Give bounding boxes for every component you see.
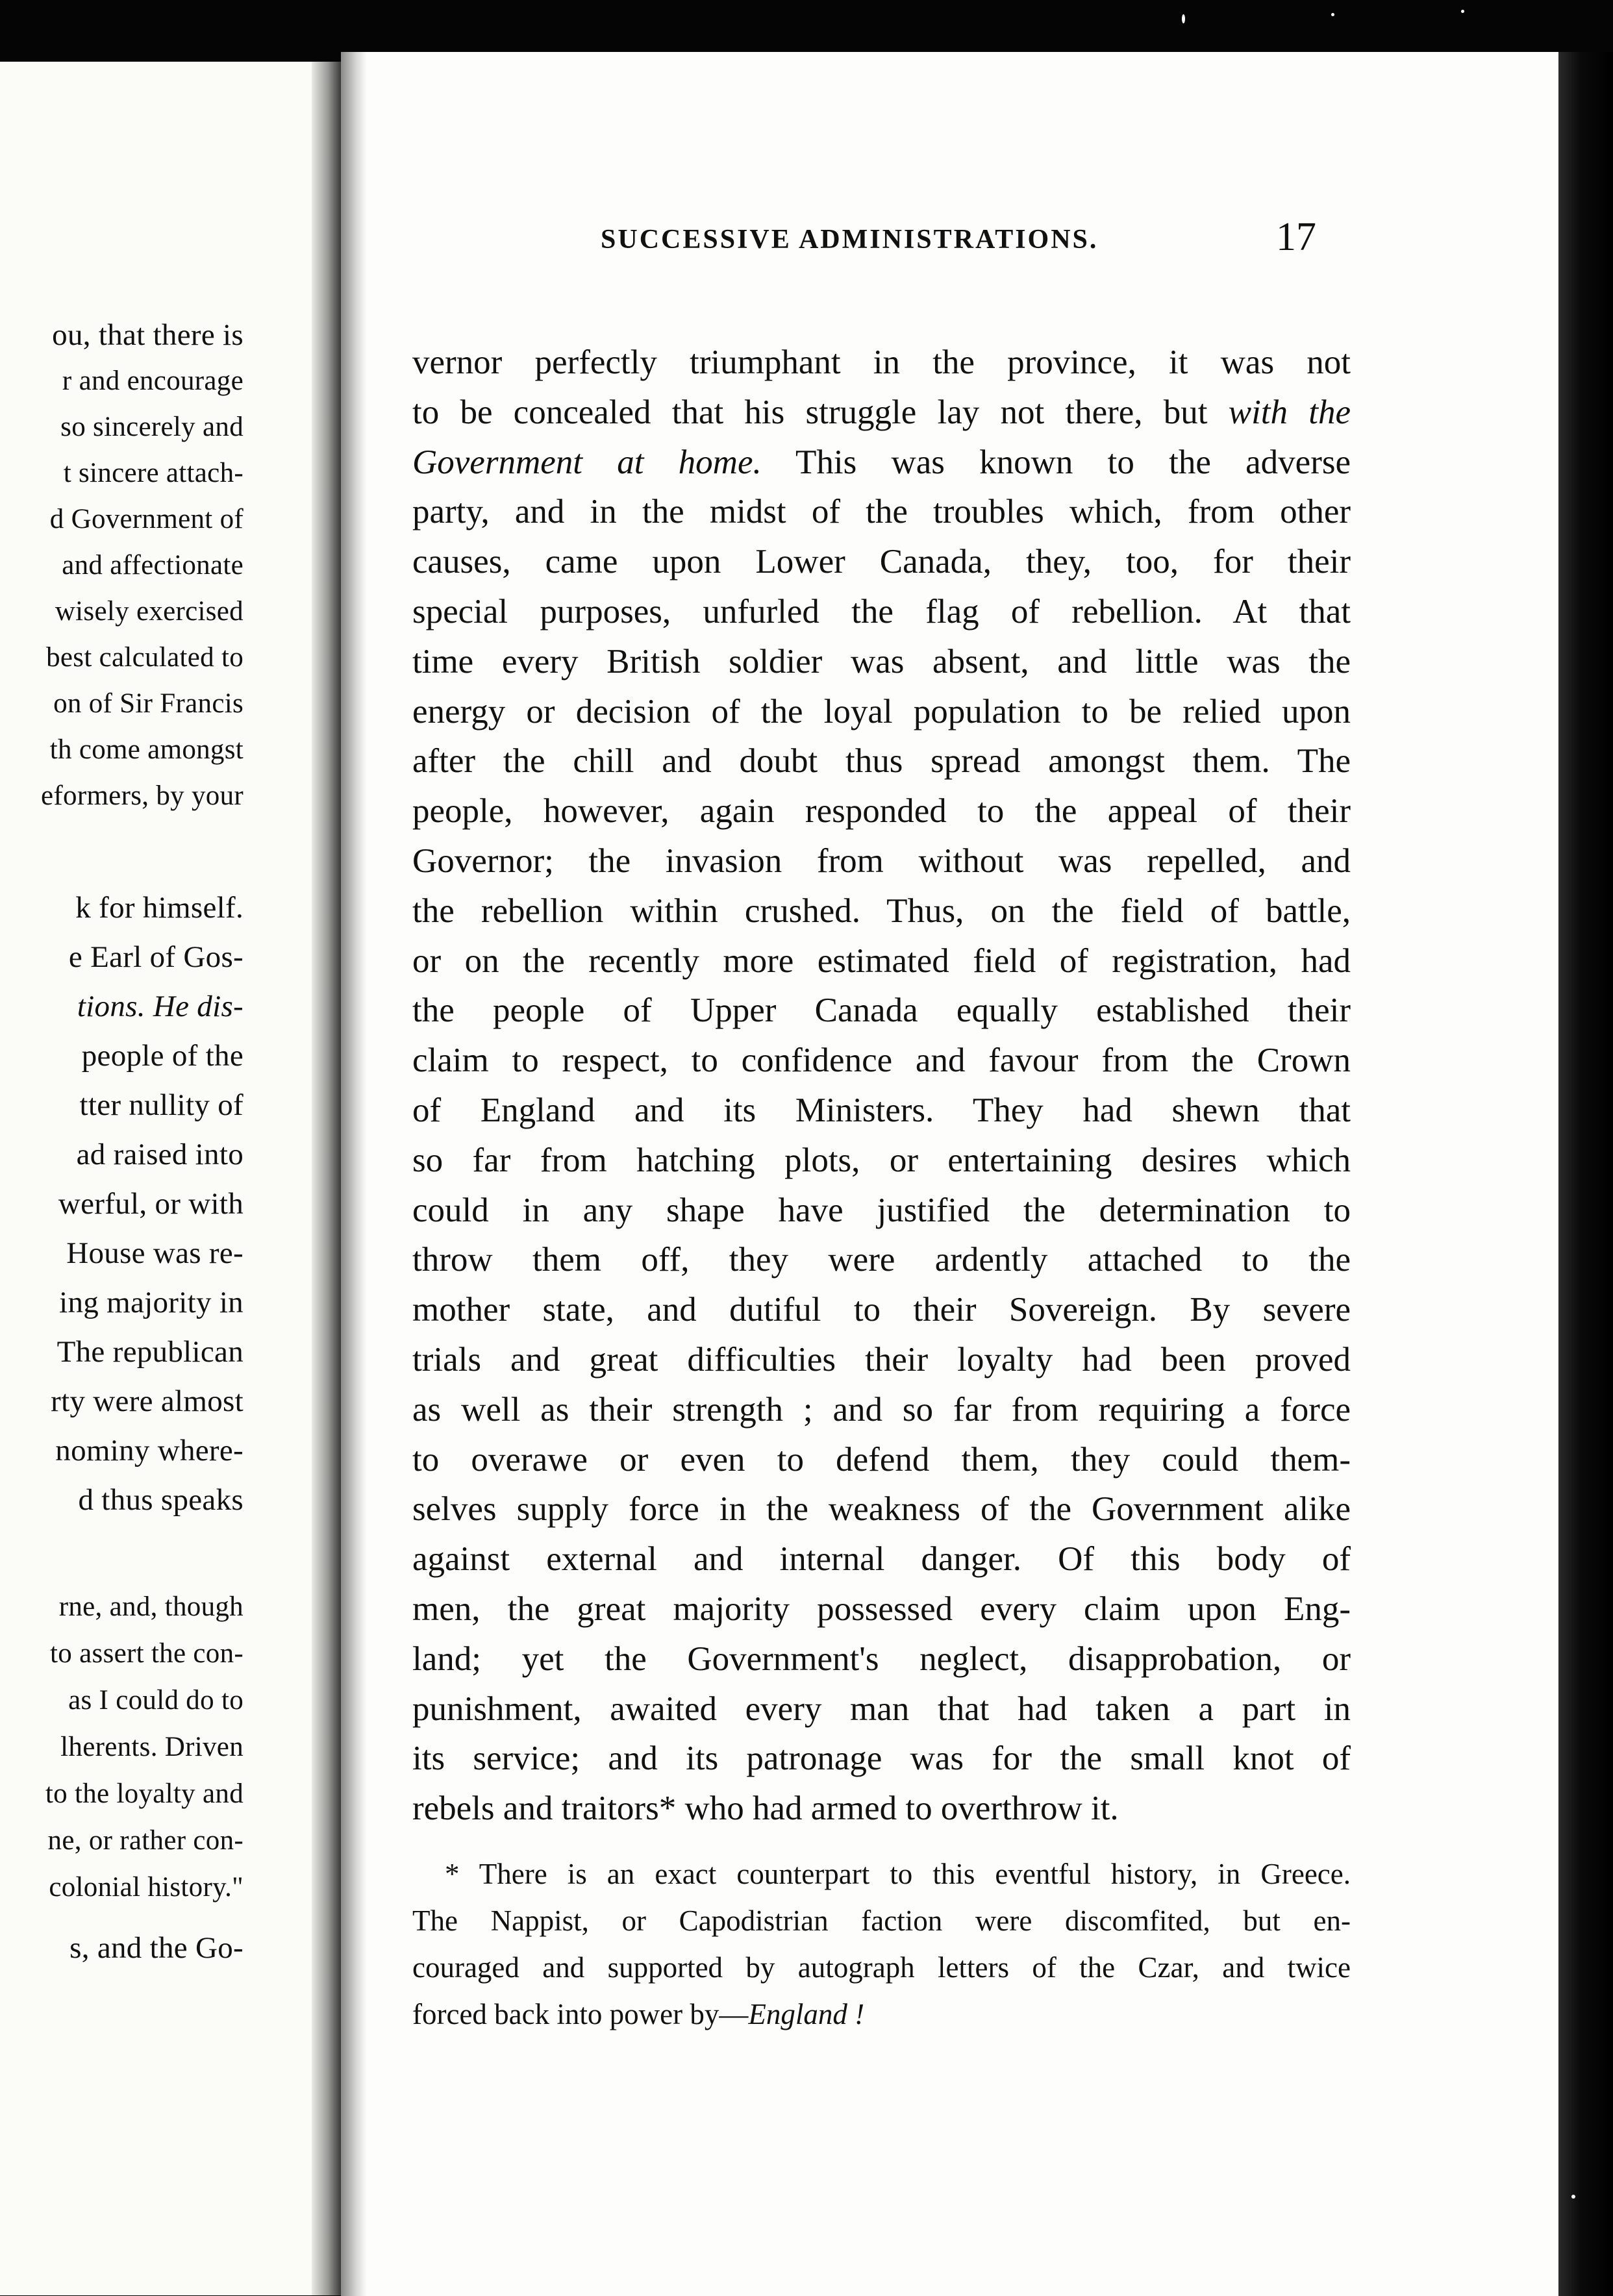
left-page-line: to the loyalty and	[45, 1778, 244, 1809]
right-page	[341, 52, 1558, 2296]
body-line: against external and internal danger. Of this body of	[412, 1540, 1351, 1578]
body-line: punishment, awaited every man that had taken a part in	[412, 1690, 1351, 1728]
left-page-line: to assert the con-	[50, 1638, 244, 1669]
left-page-line: colonial history."	[49, 1872, 244, 1903]
spine-shadow	[341, 52, 367, 2296]
body-line: party, and in the midst of the troubles which, from other	[412, 493, 1351, 531]
body-line: time every British soldier was absent, and little was the	[412, 642, 1351, 680]
body-line: could in any shape have justified the determination to	[412, 1191, 1351, 1229]
left-page-line: d thus speaks	[78, 1483, 244, 1517]
body-line: or on the recently more estimated field of registration, had	[412, 942, 1351, 980]
body-line-roman: This was known to the adverse	[761, 443, 1351, 481]
body-line: rebels and traitors* who had armed to overthrow it.	[412, 1790, 1119, 1828]
left-page-line: people of the	[81, 1039, 244, 1073]
body-line: its service; and its patronage was for the small knot of	[412, 1740, 1351, 1778]
left-page-line: eformers, by your	[41, 780, 244, 811]
left-page-line: tions. He dis-	[77, 990, 244, 1023]
body-line: land; yet the Government's neglect, disapprobation, or	[412, 1640, 1351, 1678]
left-page-line: tter nullity of	[79, 1088, 244, 1122]
body-line: special purposes, unfurled the flag of rebellion. At that	[412, 592, 1351, 630]
book-gutter-shadow	[312, 62, 341, 2295]
left-page-line: lherents. Driven	[60, 1732, 244, 1762]
left-page-line: The republican	[56, 1335, 244, 1369]
body-line-italic: Government at home.	[412, 443, 762, 481]
body-line: so far from hatching plots, or entertaining desires which	[412, 1141, 1351, 1179]
left-page-line: on of Sir Francis	[53, 688, 244, 719]
footnote-line: The Nappist, or Capodistrian faction were discomfited, but en-	[412, 1904, 1351, 1937]
left-page-line: and affectionate	[62, 550, 244, 580]
left-page-line: r and encourage	[62, 366, 244, 396]
left-page-line: as I could do to	[68, 1685, 244, 1716]
left-page-line: nominy where-	[55, 1434, 244, 1467]
body-line: Governor; the invasion from without was repelled, and	[412, 842, 1351, 880]
left-page-line: t sincere attach-	[63, 458, 244, 488]
left-page-line: k for himself.	[75, 891, 244, 925]
body-line: causes, came upon Lower Canada, they, too, for their	[412, 543, 1351, 581]
left-page-line: House was re-	[66, 1236, 244, 1270]
body-line-italic: with the	[1228, 393, 1351, 431]
left-page-line: so sincerely and	[60, 412, 244, 442]
left-page-line: ad raised into	[76, 1138, 244, 1171]
footnote-line	[412, 1991, 1351, 2038]
left-page-line: ne, or rather con-	[47, 1825, 244, 1856]
page-number: 17	[1276, 215, 1316, 259]
left-page-line: d Government of	[49, 504, 244, 534]
footnote-line-roman: forced back into power by—	[412, 1998, 749, 2030]
left-page-line: s, and the Go-	[69, 1931, 244, 1965]
left-page-line: best calculated to	[46, 642, 244, 673]
left-page-line: th come amongst	[49, 734, 244, 765]
left-page-line: ing majority in	[59, 1286, 244, 1319]
body-line: after the chill and doubt thus spread amongst them. The	[412, 742, 1351, 780]
body-line: trials and great difficulties their loyalty had been proved	[412, 1340, 1351, 1379]
body-line	[412, 388, 1351, 438]
body-line: the people of Upper Canada equally established their	[412, 992, 1351, 1030]
footnote	[412, 1851, 1351, 2038]
scan-speck	[1182, 14, 1185, 23]
body-line: throw them off, they were ardently attached to the	[412, 1241, 1351, 1279]
left-page-line: rne, and, though	[58, 1591, 244, 1622]
body-text	[412, 338, 1351, 1834]
body-line: people, however, again responded to the appeal of their	[412, 792, 1351, 830]
page-edge-shadow	[1558, 52, 1613, 2296]
body-line: as well as their strength ; and so far from requiring a force	[412, 1390, 1351, 1429]
running-head-title: SUCCESSIVE ADMINISTRATIONS.	[601, 225, 1099, 255]
left-page-line: e Earl of Gos-	[68, 940, 244, 974]
body-line	[412, 438, 1351, 488]
body-line-roman: to be concealed that his struggle lay not there, but	[412, 393, 1229, 431]
body-line: vernor perfectly triumphant in the province, it was not	[412, 343, 1351, 381]
left-page-line: wisely exercised	[55, 596, 244, 627]
body-line: mother state, and dutiful to their Sovereign. By severe	[412, 1291, 1351, 1329]
scan-speck	[1331, 13, 1334, 16]
left-page-line: werful, or with	[58, 1187, 244, 1221]
left-page-line: ou, that there is	[52, 318, 244, 352]
scan-speck	[1461, 10, 1464, 13]
body-line: energy or decision of the loyal population to be relied upon	[412, 692, 1351, 730]
body-line: of England and its Ministers. They had shewn that	[412, 1091, 1351, 1129]
footnote-line-italic: England !	[748, 1998, 865, 2030]
scan-speck	[1571, 2195, 1575, 2199]
body-line: to overawe or even to defend them, they could them-	[412, 1440, 1351, 1479]
body-line: men, the great majority possessed every claim upon Eng-	[412, 1590, 1351, 1628]
footnote-line: * There is an exact counterpart to this eventful history, in Greece.	[445, 1858, 1351, 1890]
body-line: claim to respect, to confidence and favour from the Crown	[412, 1042, 1351, 1080]
left-page-fragment	[0, 62, 325, 2295]
body-line: selves supply force in the weakness of the Government alike	[412, 1490, 1351, 1529]
left-page-line: rty were almost	[51, 1384, 244, 1418]
body-line: the rebellion within crushed. Thus, on the field of battle,	[412, 892, 1351, 930]
footnote-line: couraged and supported by autograph letters of the Czar, and twice	[412, 1951, 1351, 1984]
